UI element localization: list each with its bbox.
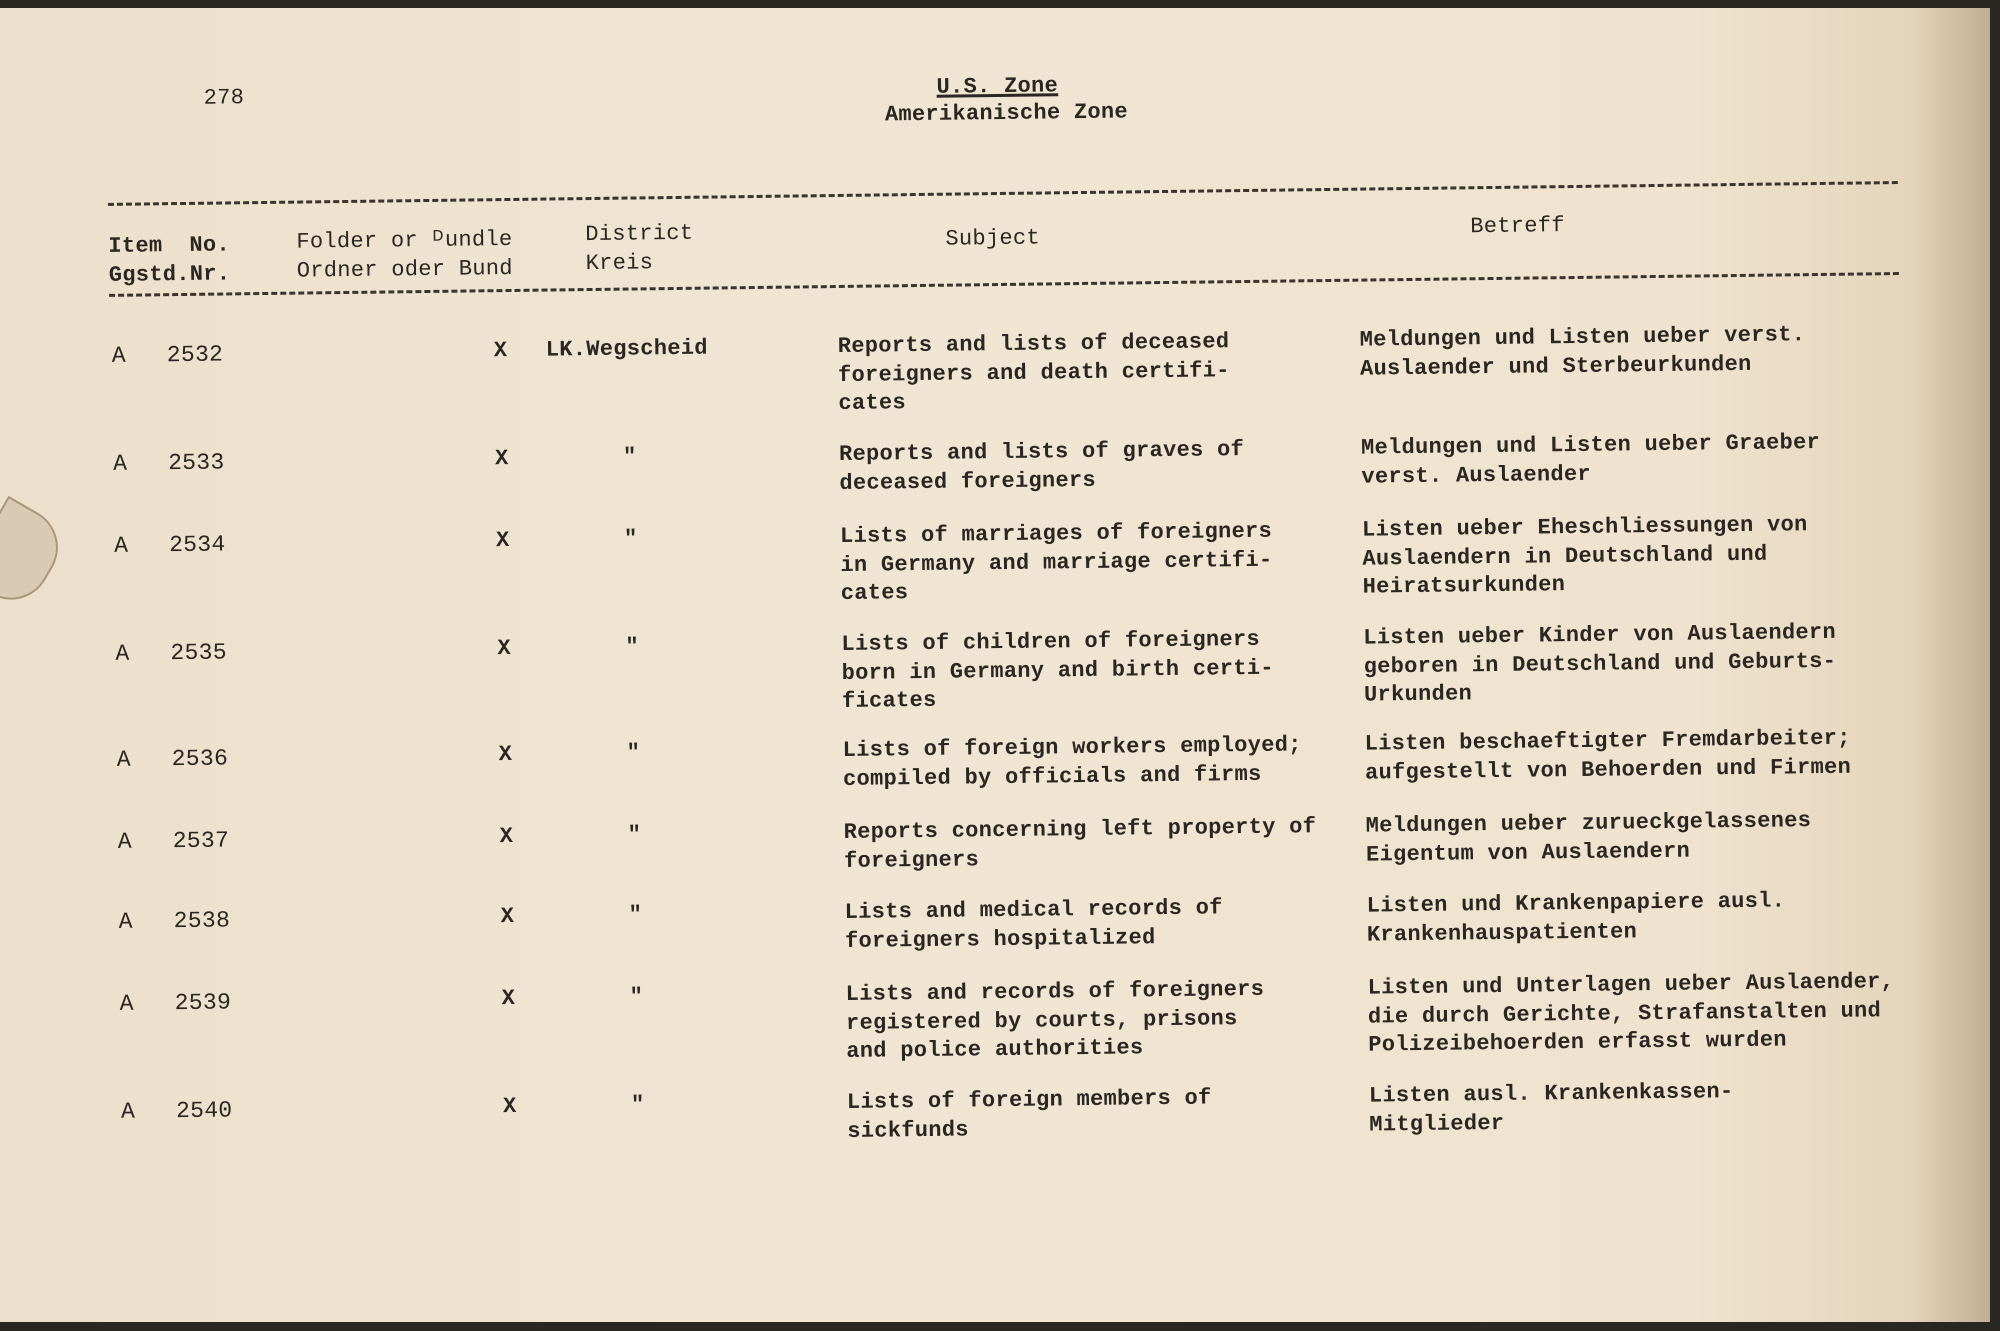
district: " [630,1092,645,1118]
item-number: 2533 [167,449,225,477]
betreff: Listen beschaeftigter Fremdarbeiter; aufgestellt von Behoerden und Firmen [1364,725,1852,786]
col-district-en: District [585,220,694,248]
district: " [627,822,642,848]
item-prefix: A [113,532,129,559]
item-number: 2538 [173,907,231,935]
col-subject: Subject [945,225,1041,252]
betreff: Listen und Unterlagen ueber Auslaender, die durch Gerichte, Strafanstalten und Polizeibehoerden erfasst wurden [1367,969,1895,1058]
bundle-mark: X [501,985,516,1012]
subject: Lists of foreign workers employed; compiled by officials and firms [842,732,1302,792]
betreff: Listen ueber Eheschliessungen von Auslaendern in Deutschland und Heiratsurkunden [1361,512,1808,600]
item-prefix: A [119,990,134,1017]
subject: Reports and lists of deceased foreigners and death certifi- cates [837,329,1230,416]
item-prefix: A [116,746,132,773]
header-title: U.S. Zone [936,73,1059,100]
bundle-mark: X [494,446,509,472]
subject: Reports and lists of graves of deceased foreigners [838,437,1245,496]
item-number: 2539 [174,989,232,1017]
col-item-de: Ggstd.Nr. [108,261,231,288]
bundle-mark: X [502,1093,517,1120]
page-number: 278 [203,85,245,111]
bundle-mark: X [493,338,508,364]
district: " [626,740,641,766]
betreff: Meldungen ueber zurueckgelassenes Eigentum von Auslaendern [1365,808,1812,868]
betreff: Listen und Krankenpapiere ausl. Krankenhauspatienten [1366,888,1786,948]
bundle-mark: X [499,823,514,850]
item-prefix: A [115,640,130,667]
document-page [0,8,1990,1322]
betreff: Listen ausl. Krankenkassen- Mitglieder [1368,1079,1734,1138]
betreff: Meldungen und Listen ueber verst. Auslaender und Sterbeurkunden [1359,322,1806,382]
item-prefix: A [117,828,133,855]
col-district-de: Kreis [585,250,654,277]
item-number: 2535 [170,639,228,667]
subject: Lists of marriages of foreigners in Germany and marriage certifi- cates [839,518,1273,606]
col-betreff: Betreff [1470,213,1565,240]
bundle-mark: X [497,636,512,662]
district: " [625,634,640,660]
col-item-en: Item No. [108,232,231,259]
header-subtitle: Amerikanische Zone [884,99,1129,128]
subject: Lists of children of foreigners born in Germany and birth certi- ficates [841,626,1274,714]
bundle-mark: X [500,903,515,930]
subject: Lists and records of foreigners registered by courts, prisons and police authorities [845,976,1265,1064]
item-number: 2537 [172,827,230,855]
col-folder-de: Ordner oder Bund [296,255,513,284]
district: " [628,902,643,928]
subject: Lists and medical records of foreigners hospitalized [844,895,1223,954]
district: " [622,444,637,470]
subject: Reports concerning left property of foreigners [843,814,1317,874]
betreff: Listen ueber Kinder von Auslaendern geboren in Deutschland und Geburts- Urkunden [1363,619,1837,708]
col-folder-en: Folder or ᴰundle [296,226,513,255]
item-prefix: A [111,342,127,369]
district: " [623,526,638,552]
item-number: 2532 [166,341,224,369]
bundle-mark: X [495,528,510,554]
item-number: 2534 [168,531,226,559]
item-prefix: A [120,1098,136,1125]
item-number: 2540 [175,1097,233,1125]
betreff: Meldungen und Listen ueber Graeber verst. Auslaender [1360,430,1821,490]
subject: Lists of foreign members of sickfunds [846,1085,1212,1144]
item-prefix: A [112,450,128,477]
district: LK.Wegscheid [545,335,708,363]
header-top-rule [108,181,1898,206]
item-number: 2536 [171,745,229,773]
bundle-mark: X [498,742,513,768]
item-prefix: A [118,908,133,935]
district: " [629,984,644,1010]
